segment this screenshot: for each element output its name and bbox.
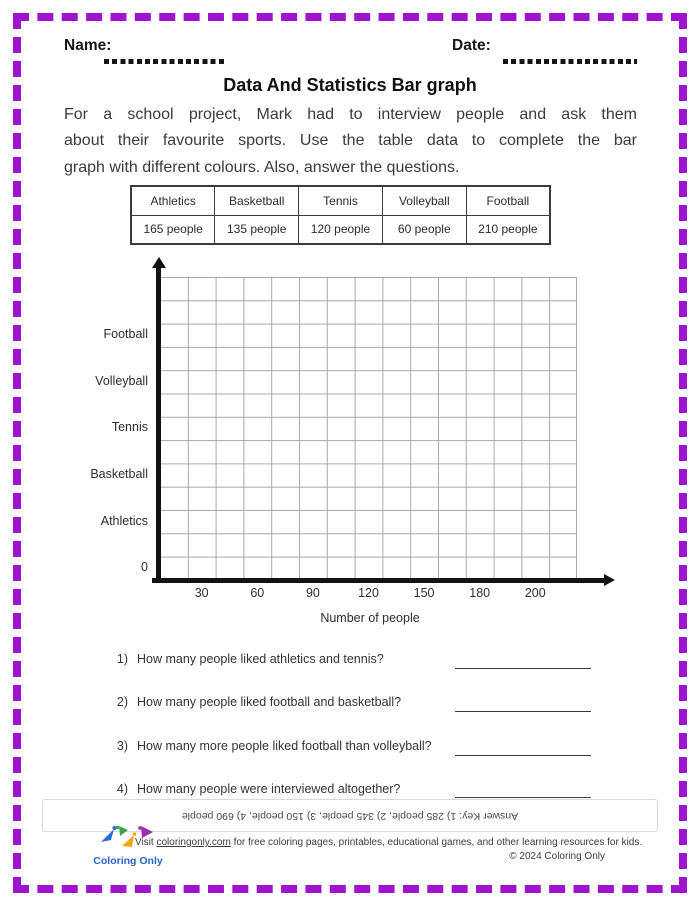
footer-copyright: © 2024 Coloring Only [509,850,605,862]
table-header-cell: Football [466,186,550,215]
x-tick-label: 200 [524,586,546,600]
table-value-cell: 120 people [299,215,383,244]
x-tick-label: 60 [250,586,265,600]
y-tick-label-zero: 0 [141,560,148,574]
answer-blank-line [455,755,591,756]
question-number: 1) [116,652,128,666]
table-value-cell: 165 people [131,215,215,244]
y-axis-line [156,268,161,582]
name-blank-line [104,59,224,64]
y-tick-label-tennis: Tennis [111,420,148,434]
y-axis-arrow-icon [152,257,166,268]
table-header-cell: Basketball [215,186,299,215]
question-number: 2) [116,695,128,709]
instructions-line: about their favourite sports. Use the table data to complete the bar [64,132,637,150]
x-tick-label: 30 [194,586,209,600]
x-tick-label: 180 [469,586,491,600]
bar-graph-grid [160,277,577,580]
table-header-cell: Athletics [131,186,215,215]
question-text: How many people were interviewed altogether? [137,782,401,796]
table-header-cell: Tennis [299,186,383,215]
question-text: How many people liked football and basketball? [137,695,402,709]
footer-visit-suffix: for free coloring pages, printables, educational games, and other learning resources for kids. [230,837,643,848]
table-header-row [131,186,550,215]
x-axis-line [152,578,608,583]
logo-wordmark: Coloring Only [93,855,163,867]
answer-blank-line [455,668,591,669]
table-header-cell: Volleyball [382,186,466,215]
footer [135,836,643,863]
question-number: 3) [116,739,128,753]
x-tick-label: 150 [413,586,435,600]
y-tick-label-athletics: Athletics [100,514,148,528]
answer-key-text: Answer Key: 1) 285 people, 2) 345 people, 3) 150 people, 4) 690 people [181,810,519,822]
sports-data-table [130,185,551,245]
answer-blank-line [455,711,591,712]
question-number: 4) [116,782,128,796]
x-axis-arrow-icon [604,574,615,586]
table-value-cell: 210 people [466,215,550,244]
date-blank-line [503,59,637,64]
date-label: Date: [452,37,491,54]
footer-visit-line [135,836,643,850]
y-tick-label-football: Football [103,327,148,341]
footer-visit-prefix: Visit [135,837,157,848]
x-tick-label: 90 [305,586,320,600]
y-tick-label-volleyball: Volleyball [95,374,148,388]
table-value-cell: 60 people [382,215,466,244]
table-value-cell: 135 people [215,215,299,244]
question-text: How many more people liked football than volleyball? [137,739,432,753]
instructions-line: For a school project, Mark had to interview people and ask them [64,106,637,123]
x-axis-title: Number of people [320,611,420,625]
question-text: How many people liked athletics and tennis? [137,652,384,666]
y-tick-label-basketball: Basketball [90,467,148,481]
instructions-paragraph [64,102,637,181]
x-tick-label: 120 [358,586,379,600]
coloringonly-link[interactable]: coloringonly.com [156,837,231,848]
answer-blank-line [455,797,591,798]
table-value-row [131,215,550,244]
page-title: Data And Statistics Bar graph [223,75,477,95]
instructions-line: graph with different colours. Also, answer the questions. [64,158,460,176]
name-label: Name: [64,37,112,54]
